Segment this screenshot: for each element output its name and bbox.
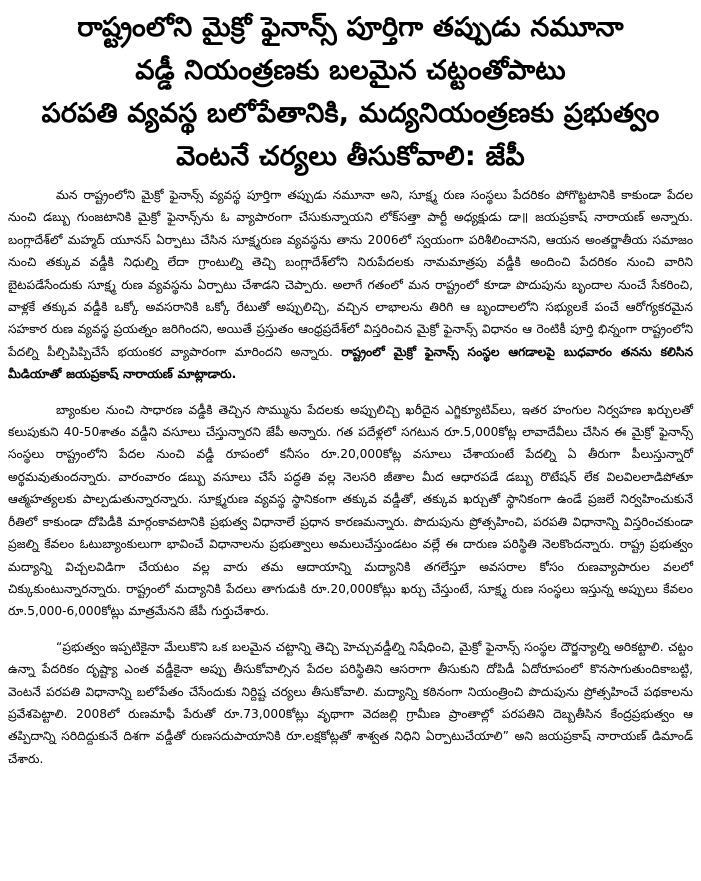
article-paragraph-1	[8, 184, 693, 386]
headline-line-2: వడ్డీ నియంత్రణకు బలమైన చట్టంతోపాటు	[135, 55, 566, 86]
paragraph-1-text: మన రాష్ట్రంలోని మైక్రో ఫైనాన్స్ వ్యవస్థ పూర్తిగా తప్పుడు నమూనా అని, సూక్ష్మ రుణ సంస్థలు పేదరికం పోగొట్టటానికి కాకుండా పేదల నుంచి డబ్బు గుంజటానికి మైక్రో ఫైనాన్స్‌ను ఓ వ్యాపారంగా చేసుకున్నాయని లోక్‌సత్తా పార్టీ అధ్యక్షుడు డా॥ జయప్రకాష్ నారాయణ్ అన్నారు. బంగ్లాదేశ్‌లో మహ్మద్ యూనస్ ఏర్పాటు చేసిన సూక్ష్మరుణ వ్యవస్థను తాను 2006లో స్వయంగా పరిశీలించానని, ఆయన అంతర్జాతీయ సమాజం నుంచి తక్కువ వడ్డీకి నిధుల్ని లేదా గ్రాంటుల్ని తెచ్చి బంగ్లాదేశ్‌లోని నిరుపేదలకు నామమాత్రపు వడ్డీకి అందించి పేదరికం నుంచి వారిని బైటపడేసేందుకు సూక్ష్మ రుణ వ్యవస్థను ఏర్పాటు చేశాడని చెప్పారు. అలాగే గతంలో మన రాష్ట్రంలో కూడా పొదుపును బృందాల నుంచే సేకరించి, వాళ్లకే తక్కువ వడ్డీకి ఒక్కో అవసరానికి ఒక్కో రేటుతో అప్పులిచ్చి, వచ్చిన లాభాలను తిరిగి ఆ బృందాలలోని సభ్యులకే పంచే ఆరోగ్యకరమైన సహకార రుణ వ్యవస్థ ప్రయత్నం జరిగిందని, అయితే ప్రస్తుతం ఆంధ్రప్రదేశ్‌లో విస్తరించిన మైక్రో ఫైనాన్స్ విధానం ఆ రెంటికీ పూర్తి భిన్నంగా రాష్ట్రంలోని పేదల్ని పీల్చిపిప్పిచేసే భయంకర వ్యాపారంగా మారిందని అన్నారు.	[8, 188, 693, 359]
headline-line-4: వెంటనే చర్యలు తీసుకోవాలి: జేపీ	[176, 141, 525, 172]
paragraph-2-text: బ్యాంకుల నుంచి సాధారణ వడ్డీకి తెచ్చిన సొమ్మును పేదలకు అప్పులిచ్చి ఖరీదైన ఎగ్జిక్యూటివ్‌లు, ఇతర హంగుల నిర్వహణ ఖర్చులతో కలుపుకుని 40-50శాతం వడ్డీని వసూలు చేస్తున్నారని జేపీ అన్నారు. గత పదేళ్లలో సగటున రూ.5,000కోట్ల లావాదేవీలు చేసిన ఈ మైక్రో ఫైనాన్స్ సంస్థలు రాష్ట్రంలోని పేదల నుంచి వడ్డీ రూపంలో కనీసం రూ.20,000కోట్ల వసూలు చేశాయంటే పేదల్ని ఏ తీరుగా పీలుస్తున్నారో అర్థమవుతుందన్నారు. వారంవారం డబ్బు వసూలు చేసే పద్ధతి వల్ల నెలసరి జీతాల మీద ఆధారపడే డబ్బు రొటేషన్ లేక విలవిలలాడిపోతూ ఆత్మహత్యలకు పాల్పడుతున్నారన్నారు. సూక్ష్మరుణ వ్యవస్థ స్థానికంగా తక్కువ వడ్డీతో, తక్కువ ఖర్చుతో స్థానికంగా ఉండే ప్రజలే నిర్వహించుకునే రీతిలో కాకుండా దోపిడీకి మార్గంకావటానికి ప్రభుత్వ విధానాలే ప్రధాన కారణమన్నారు. పొదుపును ప్రోత్సహించి, పరపతి విధానాన్ని విస్తరించకుండా ప్రజల్ని కేవలం ఓటుబ్యాంకులుగా భావించే విధానాలను ప్రభుత్వాలు అమలుచేస్తుండటం వల్లే ఈ దారుణ పరిస్థితి నెలకొందన్నారు. రాష్ట్ర ప్రభుత్వం మద్యాన్ని విచ్చలవిడిగా చేయటం వల్ల వారు తమ ఆదాయాన్ని మద్యానికి తగలేస్తూ అవసరాల కోసం రుణవ్యాపారుల వలలో చిక్కుకుంటున్నారన్నారు. రాష్ట్రంలో మద్యానికి పేదలు తాగుడుకి రూ.20,000కోట్లు ఖర్చు చేస్తుంటే, సూక్ష్మ రుణ సంస్థలు ఇస్తున్న అప్పులు కేవలం రూ.5,000-6,000కోట్లు మాత్రమేనని జేపీ గుర్తుచేశారు.	[8, 402, 693, 619]
article-paragraph-3	[8, 636, 693, 770]
article-paragraph-2	[8, 399, 693, 623]
paragraph-3-text: “ప్రభుత్వం ఇప్పటికైనా మేలుకొని ఒక బలమైన చట్టాన్ని తెచ్చి హెచ్చువడ్డీల్ని నిషేధించి, మైక్రో ఫైనాన్స్ సంస్థల దౌర్జన్యాల్ని అరికట్టాలి. చట్టం ఉన్నా పేదరికం దృష్ట్యా ఎంత వడ్డీకైనా అప్పు తీసుకోవాల్సిన పేదల పరిస్థితిని ఆసరాగా తీసుకుని దోపిడీ ఏదోరూపంలో కొనసాగుతుందికాబట్టి, వెంటనే పరపతి విధానాన్ని బలోపేతం చేసేందుకు నిర్దిష్ట చర్యలు తీసుకోవాలి. మద్యాన్ని కఠినంగా నియంత్రించి పొదుపును ప్రోత్సహించే పథకాలను ప్రవేశపెట్టాలి. 2008లో రుణమాఫీ పేరుతో రూ.73,000కోట్లు వృథాగా వెదజల్లి గ్రామీణ ప్రాంతాల్లో పరపతిని దెబ్బతీసిన కేంద్రప్రభుత్వం ఆ తప్పిదాన్ని సరిదిద్దుకునే దిశగా వడ్డీతో రుణసదుపాయానికి రూ.లక్షకోట్లతో శాశ్వత నిధిని ఏర్పాటుచేయాలి” అని జయప్రకాష్ నారాయణ్ డిమాండ్ చేశారు.	[8, 639, 693, 766]
paragraph-1-bold-sentence: రాష్ట్రంలో మైక్రో ఫైనాన్స్ సంస్థల ఆగడాలపై బుధవారం తనను కలిసిన మీడియాతో జయప్రకాష్ నారాయణ్ మాట్లాడారు.	[8, 344, 693, 382]
article-body	[8, 184, 693, 770]
headline	[8, 6, 693, 178]
headline-line-1: రాష్ట్రంలోని మైక్రో ఫైనాన్స్ పూర్తిగా తప్పుడు నమూనా	[77, 12, 624, 43]
headline-line-3: పరపతి వ్యవస్థ బలోపేతానికి, మద్యనియంత్రణకు ప్రభుత్వం	[41, 98, 660, 129]
